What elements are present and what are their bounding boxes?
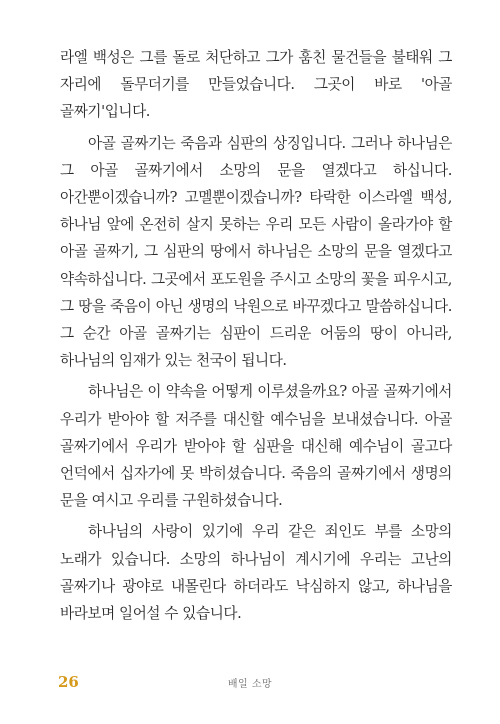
paragraph-achor-valley: 아골 골짜기는 죽음과 심판의 상징입니다. 그러나 하나님은 그 아골 골짜기에서 소망의 문을 열겠다고 하십니다. 아간뿐이겠습니까? 고멜뿐이겠습니까? 타락한 이스라엘 백성, 하나님 앞에 온전히 살지 못하는 우리 모든 사람이 올라가야 할 아골 골짜기, 그 심판의 땅에서 하나님은 소망의 문을 열겠다고 약속하십니다. 그곳에서 포도원을 주시고 소망의 꽃을 피우시고, 그 땅을 죽음이 아닌 생명의 낙원으로 바꾸겠다고 말씀하십니다. 그 순간 아골 골짜기는 심판이 드리운 어둠의 땅이 아니라, 하나님의 임재가 있는 천국이 됩니다. <box>60 134 452 370</box>
page-footer <box>0 673 500 693</box>
body-text <box>60 44 452 627</box>
page-number: 26 <box>58 673 79 691</box>
running-title: 배일 소망 <box>227 679 273 690</box>
paragraph-continued: 라엘 백성은 그를 돌로 처단하고 그가 훔친 물건들을 불태워 그 자리에 돌무더기를 만들었습니다. 그곳이 바로 '아골 골짜기'입니다. <box>60 49 452 121</box>
paragraph-song-of-hope: 하나님의 사랑이 있기에 우리 같은 죄인도 부를 소망의 노래가 있습니다. 소망의 하나님이 계시기에 우리는 고난의 골짜기나 광야로 내몰린다 하더라도 낙심하지 않고, 하나님을 바라보며 일어설 수 있습니다. <box>60 523 452 623</box>
paragraph-promise-fulfilled: 하나님은 이 약속을 어떻게 이루셨을까요? 아골 골짜기에서 우리가 받아야 할 저주를 대신할 예수님을 보내셨습니다. 아골 골짜기에서 우리가 받아야 할 심판을 대신해 예수님이 골고다 언덕에서 십자가에 못 박히셨습니다. 죽음의 골짜기에서 생명의 문을 여시고 우리를 구원하셨습니다. <box>60 383 452 510</box>
